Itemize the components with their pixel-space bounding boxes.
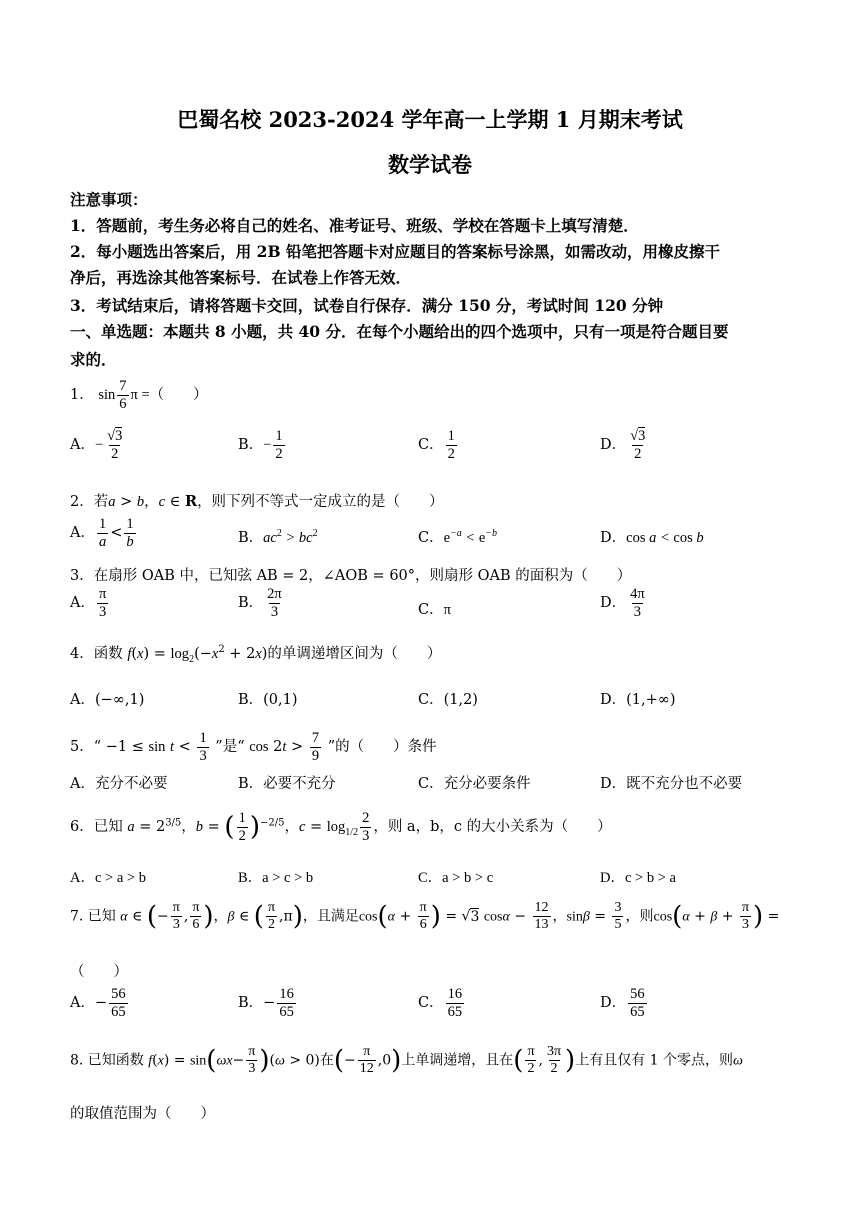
question-5: 5．“ −1 ≤ sin t < $\frac{1}{3}$ ”是“ cos 2t > $\frac{7}{9}$ ”的（ ）条件	[70, 730, 437, 764]
question-6: 6．已知 $a = 2^{3/5}$，b = ( $\frac{1}{2}$ )$^{-2/5}$，$c = \log_{1/2}$ $\frac{2}{3}$ ，则 a，b，c 的大小关系为（ ）	[70, 810, 612, 844]
q5-stem-mid: ”是“	[215, 739, 245, 756]
notes-item-1: 1．答题前，考生务必将自己的姓名、准考证号、班级、学校在答题卡上填写清楚．	[70, 216, 639, 235]
q8-stem-mid-1: 在	[319, 1052, 334, 1069]
q2-option-b: B．$ac^2 > bc^2$	[238, 528, 318, 546]
q8-stem-mid-3: 上有且仅有 1 个零点，则	[575, 1052, 734, 1069]
q6-option-b: B．a > c > b	[238, 870, 314, 886]
question-1: 1． sin $\frac{7}{6}$ π =（ ）	[70, 378, 208, 412]
section-heading-line-1: 一、单选题：本题共 8 小题，共 40 分．在每个小题给出的四个选项中，只有一项是符合题目要	[70, 322, 729, 341]
q8-stem-mid-2: 上单调递增，且在	[401, 1052, 514, 1069]
q2-option-d: D．cos a < cos b	[600, 530, 704, 546]
q4-option-b: B．(0,1)	[238, 692, 298, 708]
option-label: A．	[70, 437, 95, 454]
q7-stem-mid: ，且满足	[302, 908, 359, 925]
q5-option-b: B．必要不充分	[238, 776, 336, 792]
q3-option-d: D． $\frac{4\pi}{3}$	[600, 586, 645, 620]
q1-option-a: A．− $\frac{√3}{2}$	[70, 428, 123, 462]
q2-option-a: A． $\frac{1}{a}$ < $\frac{1}{b}$	[70, 516, 134, 550]
q7-stem-tail: ，则	[625, 908, 654, 925]
q1-option-b: B．− $\frac{1}{2}$	[238, 428, 283, 462]
option-label: C．	[418, 437, 444, 454]
option-label: B．	[238, 437, 264, 454]
question-4: 4．函数 $f(x) = \log_2(-x^2 + 2x)$的单调递增区间为（ ）	[70, 644, 442, 665]
q4-stem-prefix: 4．函数	[70, 646, 123, 662]
question-3: 3．在扇形 OAB 中，已知弦 AB = 2，∠AOB = 60°，则扇形 OAB 的面积为（ ）	[70, 568, 632, 584]
q7-continuation: （ ）	[70, 964, 128, 980]
q8-stem-prefix: 8. 已知函数	[70, 1052, 144, 1069]
q7-stem-prefix: 7. 已知	[70, 908, 116, 925]
option-label: D．	[600, 437, 627, 454]
q3-option-c: C．π	[418, 602, 451, 618]
section-heading-line-2: 求的．	[70, 350, 117, 369]
q6-stem-prefix: 6．已知	[70, 819, 123, 836]
q4-option-d: D．(1,+∞)	[600, 692, 676, 708]
notes-item-2-line-1: 2．每小题选出答案后，用 2B 铅笔把答题卡对应题目的答案标号涂黑，如需改动，用橡皮擦干	[70, 242, 720, 261]
exam-subtitle: 数学试卷	[388, 152, 472, 177]
q7-option-a: A．− $\frac{56}{65}$	[70, 986, 126, 1020]
q5-option-d: D．既不充分也不必要	[600, 776, 743, 792]
q5-option-c: C．充分必要条件	[418, 776, 531, 792]
q6-option-d: D．c > b > a	[600, 870, 676, 886]
q7-option-b: B．− $\frac{16}{65}$	[238, 986, 294, 1020]
question-8: 8. 已知函数 f(x) = sin(ωx− $\frac{\pi}{3}$ )(ω > 0)在(− $\frac{\pi}{12}$ ,0)上单调递增，且在( $\frac{\pi}{2}$ , $\frac{3\pi}{2}$ )上有且仅有 1 个零点，则ω	[70, 1044, 743, 1077]
q3-option-b: B． $\frac{2\pi}{3}$	[238, 586, 282, 620]
q3-option-a: A． $\frac{\pi}{3}$	[70, 586, 107, 620]
q2-stem-suffix: ，则下列不等式一定成立的是（ ）	[197, 494, 444, 510]
notes-item-2-line-2: 净后，再选涂其他答案标号．在试卷上作答无效．	[70, 268, 412, 287]
q4-stem-suffix: 的单调递增区间为（ ）	[267, 646, 442, 662]
q6-stem-suffix: ，则 a，b，c 的大小关系为（ ）	[373, 819, 612, 836]
q5-option-a: A．充分不必要	[70, 776, 168, 792]
q5-stem-suffix: ”的（ ）条件	[327, 739, 437, 756]
q1-option-d: D． $\frac{√3}{2}$	[600, 428, 646, 462]
notes-item-3: 3．考试结束后，请将答题卡交回，试卷自行保存．满分 150 分，考试时间 120 分钟	[70, 296, 664, 315]
q7-option-c: C． $\frac{16}{65}$	[418, 986, 463, 1020]
q4-option-a: A．(−∞,1)	[70, 692, 145, 708]
notes-heading: 注意事项：	[70, 190, 148, 209]
q2-option-c: C．$e^{-a} < e^{-b}$	[418, 528, 498, 546]
exam-title: 巴蜀名校 2023-2024 学年高一上学期 1 月期末考试	[177, 107, 683, 132]
q5-stem-prefix: 5．“	[70, 739, 102, 756]
question-number: 1．	[70, 387, 94, 404]
q6-option-c: C．a > b > c	[418, 870, 494, 886]
q4-option-c: C．(1,2)	[418, 692, 478, 708]
q1-option-c: C． $\frac{1}{2}$	[418, 428, 455, 462]
question-7: 7. 已知 α ∈ (− $\frac{\pi}{3}$ , $\frac{\pi}{6}$ )，β ∈ ( $\frac{\pi}{2}$ ,π)，且满足cos(α + $\frac{\pi}{6}$ ) = √3 cosα − $\frac{12}{13}$ ，sinβ = $\frac{3}{5}$ ，则cos(α + β + $\frac{\pi}{3}$ ) =	[70, 900, 780, 933]
q8-continuation: 的取值范围为（ ）	[70, 1106, 215, 1122]
q2-stem-prefix: 2．若	[70, 494, 109, 510]
q6-option-a: A．c > a > b	[70, 870, 146, 886]
q7-option-d: D． $\frac{56}{65}$	[600, 986, 645, 1020]
question-2: 2．若a > b，c ∈ R，则下列不等式一定成立的是（ ）	[70, 493, 444, 510]
